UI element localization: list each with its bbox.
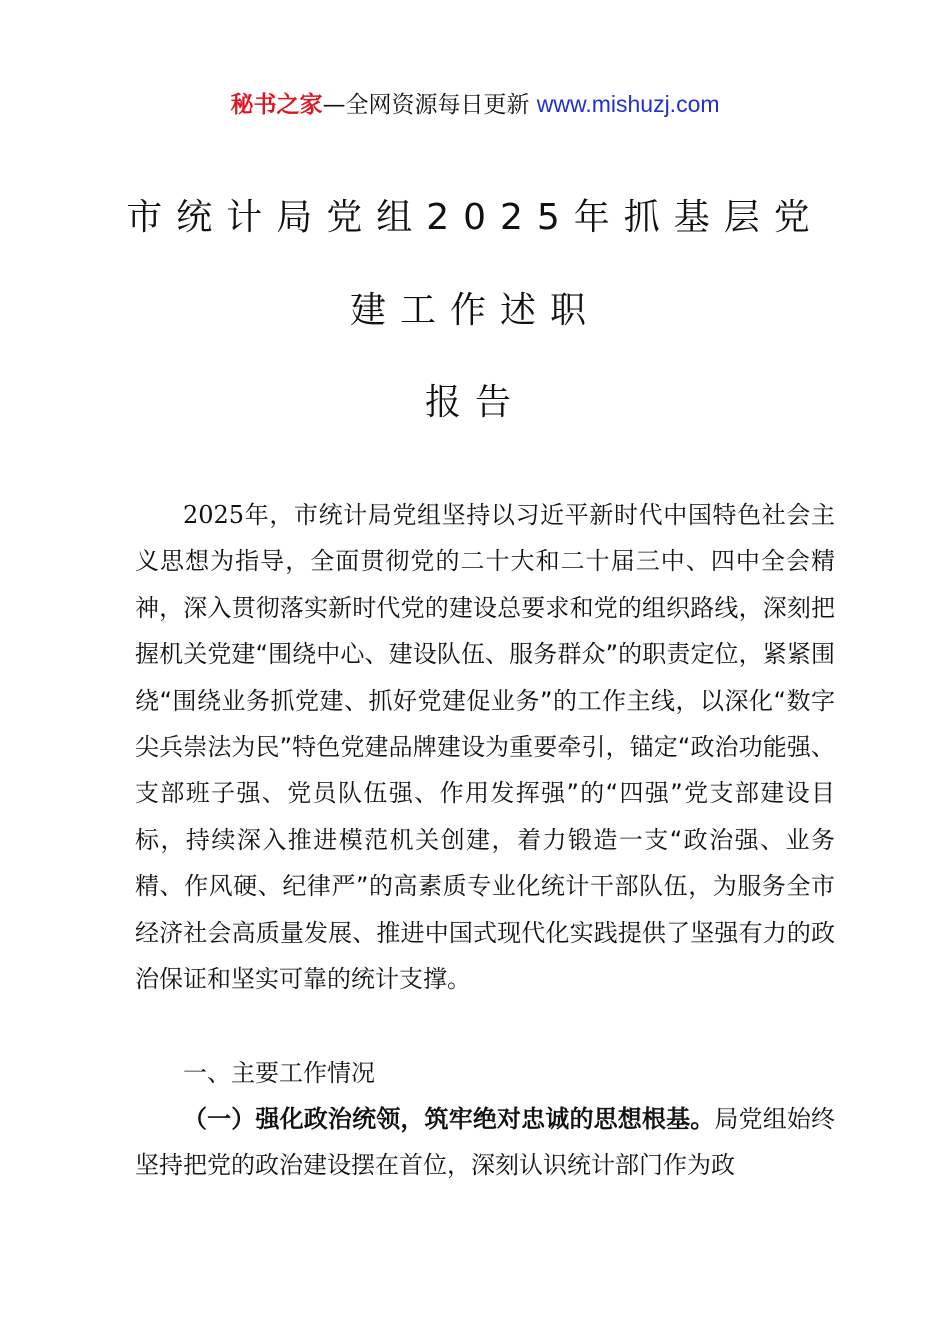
site-header [0,86,950,123]
subsection-heading: （一）强化政治统领，筑牢绝对忠诚的思想根基。 [183,1105,715,1133]
intro-paragraph [135,492,835,1002]
site-url-link[interactable]: www.mishuzj.com [536,91,720,117]
subsection-text: 局党组始终坚持把党的政治建设摆在首位，深刻认识统计部门作为政 [135,1105,836,1180]
intro-year: 2025 [183,501,245,529]
section-heading-main-work: 一、主要工作情况 [183,1059,375,1087]
document-title-line-3: 报告 [424,382,525,423]
brand-name: 秘书之家 [230,92,323,118]
header-tagline: —全网资源每日更新 [322,92,537,118]
intro-text: 年，市统计局党组坚持以习近平新时代中国特色社会主义思想为指导，全面贯彻党的二十大和二十届三中、四中全会精神，深入贯彻落实新时代党的建设总要求和党的组织路线，深刻把握机关党建“围绕中心、建设队伍、服务群众”的职责定位，紧紧围绕“围绕业务抓党建、抓好党建促业务”的工作主线，以深化“数字尖兵崇法为民”特色党建品牌建设为重要牵引，锚定“政治功能强、支部班子强、党员队伍强、作用发挥强”的“四强”党支部建设目标，持续深入推进模范机关创建，着力锻造一支“政治强、业务精、作风硬、纪律严”的高素质专业化统计干部队伍，为服务全市经济社会高质量发展、推进中国式现代化实践提供了坚强有力的政治保证和坚实可靠的统计支撑。 [135,501,835,994]
document-title-line-2: 建工作述职 [349,290,600,331]
subsection-paragraph [135,1096,835,1189]
document-title-line-1: 市统计局党组2025年抓基层党 [126,197,824,238]
